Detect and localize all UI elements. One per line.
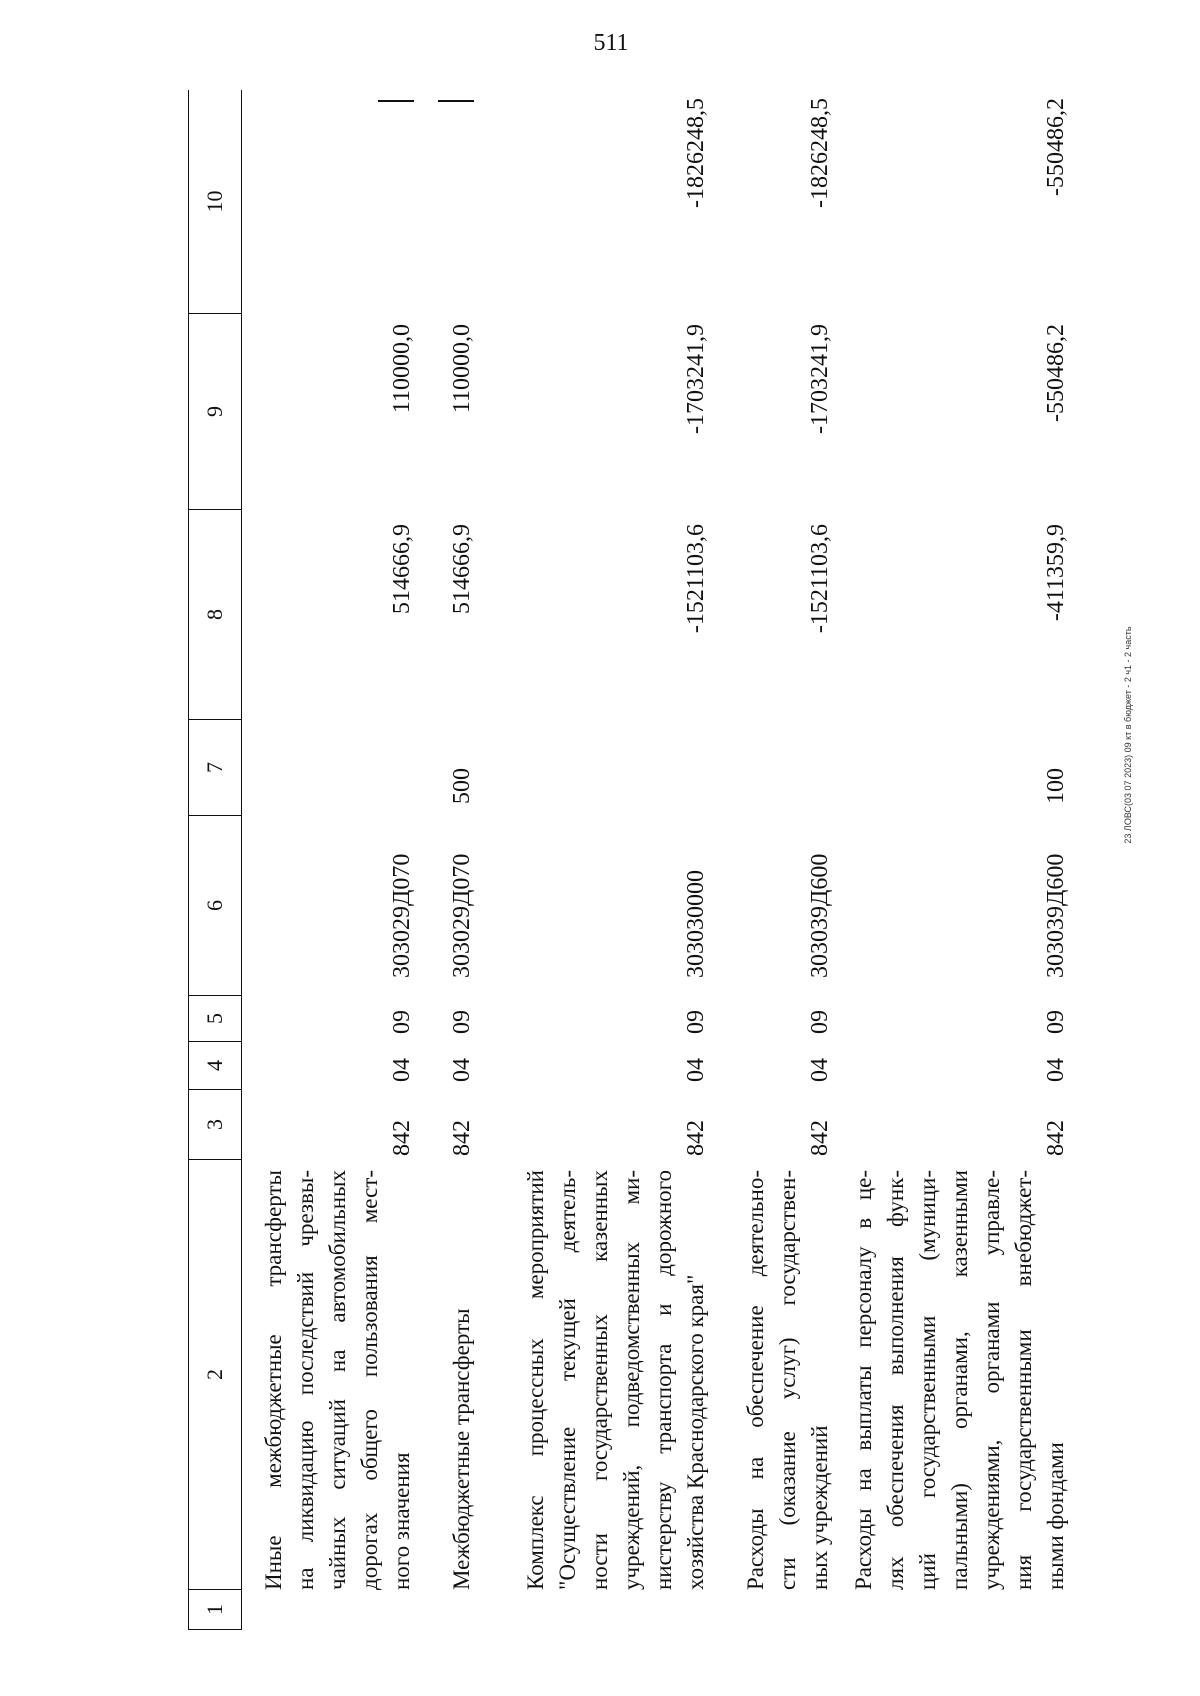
cell-col-6: 303029Д070 — [389, 853, 415, 978]
table-row — [240, 90, 430, 1630]
cell-col-4: 04 — [683, 1058, 709, 1082]
header-col-7: 7 — [189, 720, 241, 816]
cell-col-8: -1521103,6 — [807, 524, 833, 634]
cell-col-9: 110000,0 — [449, 324, 475, 414]
cell-col-4: 04 — [807, 1058, 833, 1082]
header-col-5: 5 — [189, 996, 241, 1042]
header-col-9: 9 — [189, 314, 241, 510]
cell-col-10: -550486,2 — [1043, 98, 1069, 196]
cell-col-5: 09 — [449, 1010, 475, 1034]
cell-col-9: -1703241,9 — [807, 324, 833, 434]
cell-col-4: 04 — [1043, 1058, 1069, 1082]
cell-col-8: 514666,9 — [449, 524, 475, 614]
cell-col-6: 303030000 — [683, 870, 709, 978]
cell-col-9: 110000,0 — [389, 324, 415, 414]
table-row — [488, 90, 724, 1630]
cell-col-10: -1826248,5 — [807, 98, 833, 208]
cell-col-3: 842 — [807, 1120, 833, 1156]
table-row — [848, 90, 1084, 1630]
cell-col-9: -550486,2 — [1043, 324, 1069, 422]
cell-col-4: 04 — [449, 1058, 475, 1082]
table-row — [724, 90, 848, 1630]
cell-col-10-dash — [438, 100, 474, 102]
table-row — [430, 90, 488, 1630]
cell-col-8: -411359,9 — [1043, 524, 1069, 622]
row-description: Комплекс процессных мероприятий "Осуществление текущей деятель- ности государственных казенных учреждений, подведомственных ми- нистерству транспорта и дорожного хозяйства Краснодарского края" — [523, 1170, 708, 1590]
cell-col-8: 514666,9 — [389, 524, 415, 614]
row-description: Иные межбюджетные трансферты на ликвидацию последствий чрезвы- чайных ситуаций на автомобильных дорогах общего пользования мест- ного значения — [261, 1170, 414, 1590]
cell-col-8: -1521103,6 — [683, 524, 709, 634]
header-col-10: 10 — [189, 90, 241, 314]
row-description: Межбюджетные трансферты — [449, 1308, 474, 1590]
cell-col-5: 09 — [389, 1010, 415, 1034]
cell-col-3: 842 — [389, 1120, 415, 1156]
header-col-6: 6 — [189, 816, 241, 996]
cell-col-10-dash — [378, 100, 414, 102]
cell-col-6: 303039Д600 — [1043, 853, 1069, 978]
table-header — [188, 90, 242, 1630]
header-col-4: 4 — [189, 1042, 241, 1090]
cell-col-6: 303029Д070 — [449, 853, 475, 978]
row-description: Расходы на выплаты персоналу в це- лях обеспечения выполнения функ- ций государственными (муници- пальными) органами, казенными учреждениями, органами управле- ния государственными внебюджет- ными фондами — [851, 1170, 1068, 1590]
cell-col-7: 500 — [449, 768, 475, 804]
page-number: 511 — [593, 30, 629, 56]
cell-col-10: -1826248,5 — [683, 98, 709, 208]
cell-col-9: -1703241,9 — [683, 324, 709, 434]
cell-col-3: 842 — [449, 1120, 475, 1156]
cell-col-3: 842 — [1043, 1120, 1069, 1156]
footer-code: 23 ЛОВС(03 07 2023) 09 кт в бюджет - 2 ч1 - 2 часть — [1123, 626, 1133, 844]
rotated-table — [188, 90, 1078, 1630]
cell-col-5: 09 — [807, 1010, 833, 1034]
cell-col-5: 09 — [683, 1010, 709, 1034]
cell-col-6: 303039Д600 — [807, 853, 833, 978]
header-col-8: 8 — [189, 510, 241, 720]
cell-col-5: 09 — [1043, 1010, 1069, 1034]
header-col-1: 1 — [189, 1590, 241, 1630]
cell-col-7: 100 — [1043, 768, 1069, 804]
cell-col-4: 04 — [389, 1058, 415, 1082]
header-col-2: 2 — [189, 1160, 241, 1590]
row-description: Расходы на обеспечение деятельно- сти (оказание услуг) государствен- ных учреждений — [743, 1170, 832, 1590]
header-col-3: 3 — [189, 1090, 241, 1160]
cell-col-3: 842 — [683, 1120, 709, 1156]
